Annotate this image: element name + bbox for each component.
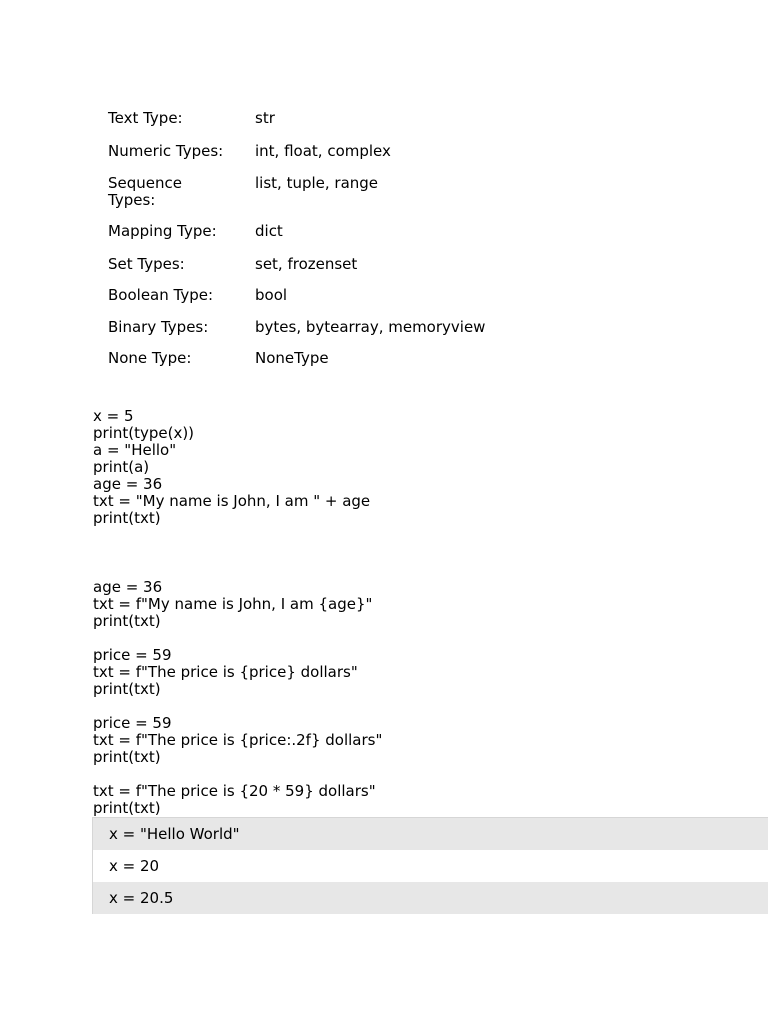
- code-line: a = "Hello": [93, 441, 177, 459]
- code-line: x = 5: [93, 407, 134, 425]
- code-line: print(a): [93, 458, 150, 476]
- type-row-mapping: [108, 223, 283, 240]
- code-line: txt = f"The price is {price:.2f} dollars": [93, 731, 383, 749]
- type-row-boolean: [108, 287, 287, 304]
- type-value: str: [255, 109, 275, 127]
- code-line: print(txt): [93, 680, 161, 698]
- type-row-none: [108, 350, 329, 367]
- code-line: [93, 698, 382, 715]
- code-line: [93, 766, 382, 783]
- type-value: int, float, complex: [255, 142, 391, 160]
- type-row-set: [108, 256, 357, 273]
- type-label: Numeric Types:: [108, 142, 224, 160]
- code-line: print(txt): [93, 612, 161, 630]
- type-label: Text Type:: [108, 109, 183, 127]
- code-line: txt = f"The price is {20 * 59} dollars": [93, 782, 376, 800]
- code-line: txt = f"The price is {price} dollars": [93, 663, 358, 681]
- code-line: [93, 630, 382, 647]
- code-line: txt = f"My name is John, I am {age}": [93, 595, 373, 613]
- type-label: Set Types:: [108, 255, 185, 273]
- code-line: age = 36: [93, 578, 163, 596]
- type-label: Boolean Type:: [108, 286, 214, 304]
- code-line: print(type(x)): [93, 424, 195, 442]
- code-line: txt = "My name is John, I am " + age: [93, 492, 371, 510]
- code-line: price = 59: [93, 646, 172, 664]
- type-value: bytes, bytearray, memoryview: [255, 318, 486, 336]
- type-value: list, tuple, range: [255, 174, 379, 192]
- example-row: x = 20.5: [93, 882, 768, 914]
- type-label: Mapping Type:: [108, 222, 217, 240]
- code-line: print(txt): [93, 748, 161, 766]
- type-value: set, frozenset: [255, 255, 358, 273]
- type-label: Binary Types:: [108, 318, 209, 336]
- example-table: [92, 817, 768, 914]
- type-row-numeric: [108, 143, 391, 160]
- type-row-sequence: [108, 175, 378, 209]
- code-line: print(txt): [93, 509, 161, 527]
- code-block-1: [93, 408, 370, 527]
- code-block-2: [93, 579, 382, 817]
- type-label: Sequence Types:: [108, 174, 182, 209]
- code-line: price = 59: [93, 714, 172, 732]
- code-line: age = 36: [93, 475, 163, 493]
- type-value: bool: [255, 286, 288, 304]
- example-row: x = 20: [109, 857, 160, 875]
- type-row-binary: [108, 319, 485, 336]
- type-value: dict: [255, 222, 283, 240]
- code-line: print(txt): [93, 799, 161, 817]
- type-label: None Type:: [108, 349, 192, 367]
- type-value: NoneType: [255, 349, 329, 367]
- type-row-text: [108, 110, 275, 127]
- example-row: x = "Hello World": [93, 818, 768, 850]
